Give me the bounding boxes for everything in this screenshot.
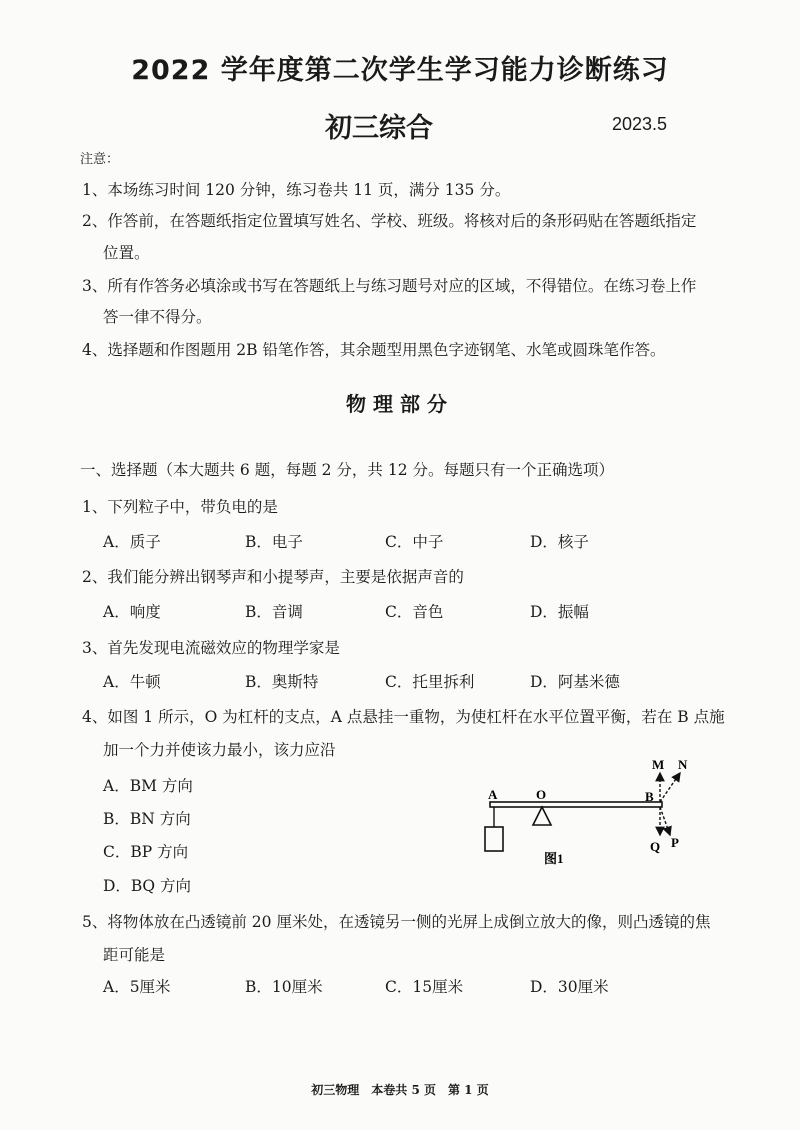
exam-title: 2022 学年度第二次学生学习能力诊断练习 xyxy=(131,55,669,86)
q4-option-d: D．BQ 方向 xyxy=(103,877,191,895)
q3-option-b: B．奥斯特 xyxy=(245,673,319,691)
notice-item-2-cont: 位置。 xyxy=(103,244,150,262)
label-q: Q xyxy=(650,839,661,854)
q5-option-d: D．30厘米 xyxy=(530,978,609,996)
q2-option-d: D．振幅 xyxy=(530,603,589,621)
question-4-stem: 4、如图 1 所示，O 为杠杆的支点，A 点悬挂一重物，为使杠杆在水平位置平衡，若在 B 点施 xyxy=(82,708,725,726)
hanging-weight xyxy=(485,827,503,851)
fulcrum-triangle xyxy=(533,807,551,825)
q4-option-a: A．BM 方向 xyxy=(103,777,193,795)
label-b: B xyxy=(645,789,654,804)
q2-option-a: A．响度 xyxy=(103,603,161,621)
q5-option-b: B．10厘米 xyxy=(245,978,323,996)
subject-title: 初三综合 xyxy=(325,113,433,144)
q3-option-a: A．牛顿 xyxy=(103,673,161,691)
page-footer: 初三物理 本卷共 5 页 第 1 页 xyxy=(311,1083,489,1097)
label-m: M xyxy=(652,757,665,772)
question-2-stem: 2、我们能分辨出钢琴声和小提琴声，主要是依据声音的 xyxy=(82,568,464,586)
notice-heading: 注意： xyxy=(80,152,120,167)
q3-option-c: C．托里拆利 xyxy=(385,673,475,691)
q1-option-c: C．中子 xyxy=(385,533,444,551)
q1-option-d: D．核子 xyxy=(530,533,589,551)
question-5-stem: 5、将物体放在凸透镜前 20 厘米处，在透镜另一侧的光屏上成倒立放大的像，则凸透镜的焦 xyxy=(82,913,711,931)
notice-item-2: 2、作答前，在答题纸指定位置填写姓名、学校、班级。将核对后的条形码贴在答题纸指定 xyxy=(82,212,697,230)
q2-option-b: B．音调 xyxy=(245,603,303,621)
question-4-stem-cont: 加一个力并使该力最小，该力应沿 xyxy=(103,741,336,759)
exam-date: 2023.5 xyxy=(612,114,668,134)
figure-1-lever xyxy=(470,755,700,880)
q5-option-a: A．5厘米 xyxy=(103,978,171,996)
label-o: O xyxy=(536,787,547,802)
notice-item-4: 4、选择题和作图题用 2B 铅笔作答，其余题型用黑色字迹钢笔、水笔或圆珠笔作答。 xyxy=(82,341,666,359)
q3-option-d: D．阿基米德 xyxy=(530,673,620,691)
notice-item-3-cont: 答一律不得分。 xyxy=(103,308,212,326)
arrow-bn xyxy=(660,773,680,802)
part1-heading: 一、选择题（本大题共 6 题，每题 2 分，共 12 分。每题只有一个正确选项） xyxy=(80,461,615,479)
notice-item-3: 3、所有作答务必填涂或书写在答题纸上与练习题号对应的区域，不得错位。在练习卷上作 xyxy=(82,277,697,295)
label-a: A xyxy=(488,787,498,802)
q4-option-b: B．BN 方向 xyxy=(103,810,191,828)
label-p: P xyxy=(671,835,679,850)
label-n: N xyxy=(678,757,688,772)
arrow-bp xyxy=(660,807,670,835)
question-3-stem: 3、首先发现电流磁效应的物理学家是 xyxy=(82,639,340,657)
q2-option-c: C．音色 xyxy=(385,603,444,621)
question-1-stem: 1、下列粒子中，带负电的是 xyxy=(82,498,278,516)
question-5-stem-cont: 距可能是 xyxy=(103,946,166,964)
figure-caption: 图1 xyxy=(544,851,564,866)
lever-bar xyxy=(490,802,662,807)
section-title: 物理部分 xyxy=(346,392,454,416)
q1-option-a: A．质子 xyxy=(103,533,161,551)
q1-option-b: B．电子 xyxy=(245,533,303,551)
q4-option-c: C．BP 方向 xyxy=(103,843,189,861)
notice-item-1: 1、本场练习时间 120 分钟，练习卷共 11 页，满分 135 分。 xyxy=(82,181,511,199)
q5-option-c: C．15厘米 xyxy=(385,978,464,996)
